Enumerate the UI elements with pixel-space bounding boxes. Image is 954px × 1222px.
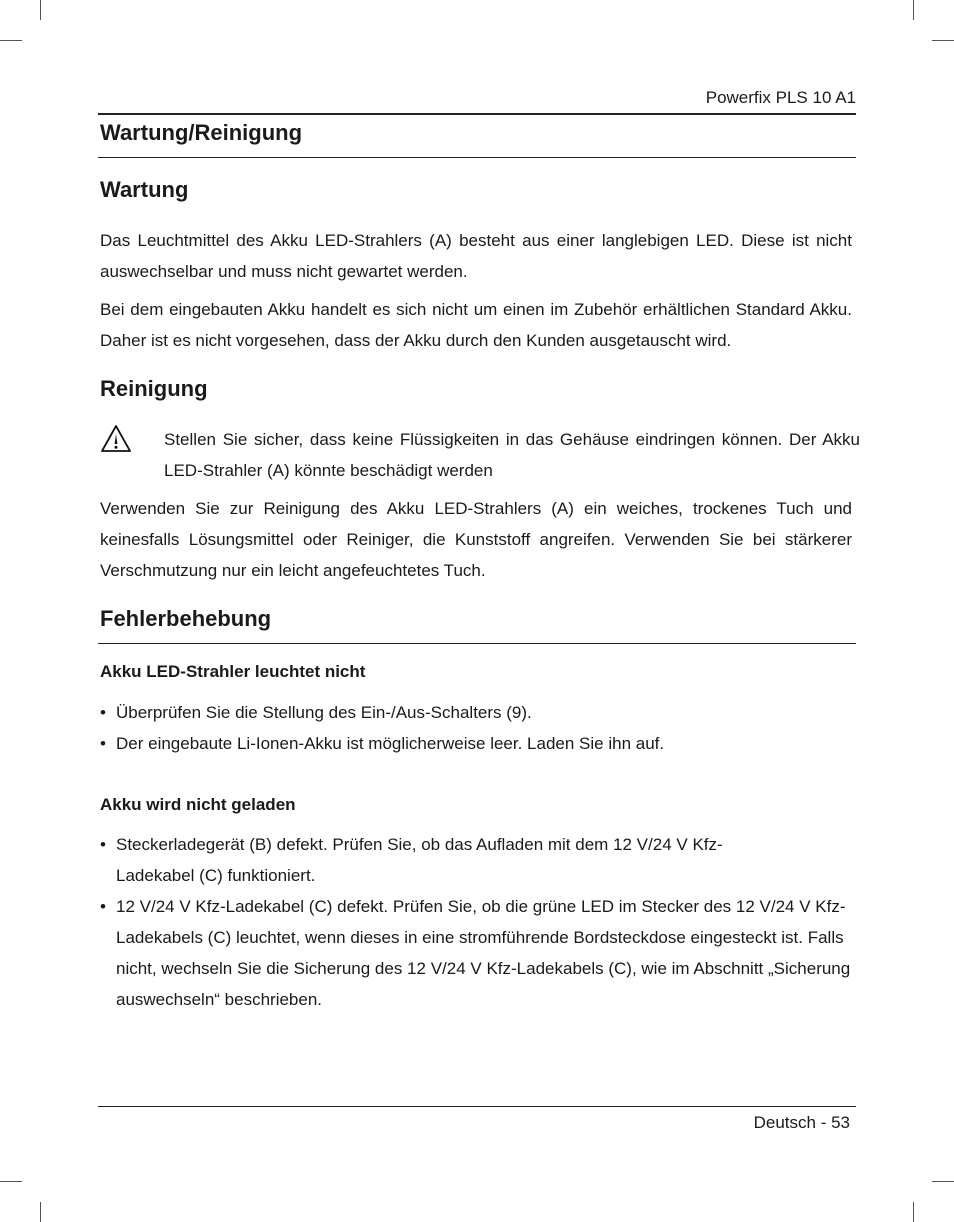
crop-mark — [0, 40, 22, 41]
section-title: Wartung/Reinigung — [100, 120, 303, 145]
list-item-text: 12 V/24 V Kfz-Ladekabel (C) defekt. Prüfen Sie, ob die grüne LED im Stecker des 12 V/24 V Kfz-Ladekabels (C) leuchtet, wenn dieses in eine stromführende Bordsteckdose eingesteckt ist. Falls nicht, wechseln Sie die Sicherung des 12 V/24 V Kfz-Ladekabels (C), wie im Abschnitt „Sicherung auswechseln“ beschrieben. — [116, 897, 851, 1009]
fehlerbehebung-heading: Fehlerbehebung — [100, 606, 272, 631]
crop-mark — [40, 0, 41, 20]
fehlerbehebung-rule — [98, 643, 856, 644]
problem-title-1: Akku LED-Strahler leuchtet nicht — [100, 662, 366, 681]
crop-mark — [932, 40, 954, 41]
header-title: Powerfix PLS 10 A1 — [705, 88, 856, 107]
problem-1-list — [100, 697, 860, 759]
list-item — [100, 829, 790, 891]
bullet-icon: • — [100, 734, 106, 753]
list-item — [100, 891, 861, 1015]
reinigung-heading: Reinigung — [100, 376, 208, 401]
warning-triangle-icon — [100, 424, 132, 454]
wartung-heading: Wartung — [100, 177, 189, 202]
crop-mark — [913, 0, 914, 20]
wartung-paragraph-2: Bei dem eingebauten Akku handelt es sich nicht um einen im Zubehör erhältlichen Standard Akku. Daher ist es nicht vorgesehen, dass der Akku durch den Kunden ausgetauscht wird. — [100, 300, 852, 350]
bullet-icon: • — [100, 897, 106, 916]
reinigung-paragraph: Verwenden Sie zur Reinigung des Akku LED-Strahlers (A) ein weiches, trockenes Tuch und keinesfalls Lösungsmittel oder Reiniger, die Kunststoff angreifen. Verwenden Sie bei stärkerer Verschmutzung nur ein leicht angefeuchtetes Tuch. — [100, 499, 852, 580]
bullet-icon: • — [100, 835, 106, 854]
problem-title-2: Akku wird nicht geladen — [100, 795, 296, 814]
crop-mark — [932, 1181, 954, 1182]
page-number: Deutsch - 53 — [753, 1113, 850, 1132]
problem-2-list — [100, 829, 851, 1015]
crop-mark — [0, 1181, 22, 1182]
crop-mark — [913, 1202, 914, 1222]
section-rule — [98, 157, 856, 158]
footer-rule — [98, 1106, 856, 1107]
bullet-icon: • — [100, 703, 106, 722]
wartung-paragraph-1: Das Leuchtmittel des Akku LED-Strahlers (A) besteht aus einer langlebigen LED. Diese ist nicht auswechselbar und muss nicht gewartet werden. — [100, 231, 852, 281]
list-item — [100, 697, 860, 728]
warning-notice — [100, 424, 860, 488]
crop-mark — [40, 1202, 41, 1222]
warning-text: Stellen Sie sicher, dass keine Flüssigkeiten in das Gehäuse eindringen können. Der Akku LED-Strahler (A) könnte beschädigt werden — [164, 430, 860, 480]
list-item-text: Steckerladegerät (B) defekt. Prüfen Sie, ob das Aufladen mit dem 12 V/24 V Kfz-Ladekabel (C) funktioniert. — [116, 835, 723, 885]
header-rule — [98, 113, 856, 115]
list-item-text: Überprüfen Sie die Stellung des Ein-/Aus-Schalters (9). — [116, 703, 532, 722]
list-item-text: Der eingebaute Li-Ionen-Akku ist möglicherweise leer. Laden Sie ihn auf. — [116, 734, 665, 753]
list-item — [100, 728, 860, 759]
